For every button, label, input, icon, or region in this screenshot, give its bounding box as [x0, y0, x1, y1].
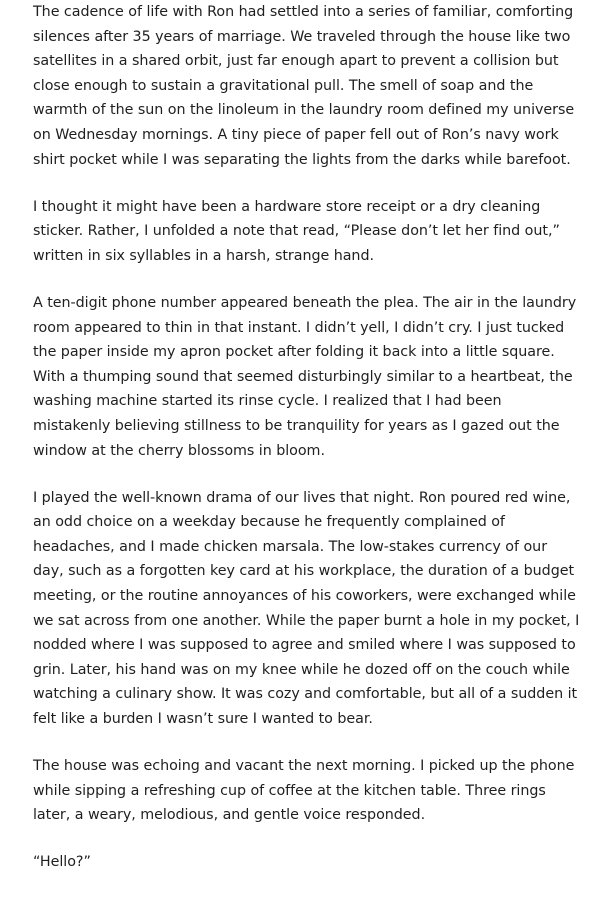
- paragraph-5: The house was echoing and vacant the next morning. I picked up the phone while sipping a refreshing cup of coffee at the kitchen table. Three rings later, a weary, melodious, and gentle voice responded.: [33, 758, 575, 824]
- story-text: [33, 0, 581, 897]
- paragraph-2: I thought it might have been a hardware store receipt or a dry cleaning sticker. Rather, I unfolded a note that read, “Please don’t let her find out,” written in six syllables in a harsh, strange hand.: [33, 198, 560, 264]
- paragraph-4: I played the well-known drama of our lives that night. Ron poured red wine, an odd choice on a weekday because he frequently complained of headaches, and I made chicken marsala. The low-stakes currency of our day, such as a forgotten key card at his workplace, the duration of a budget meeting, or the routine annoyances of his coworkers, were exchanged while we sat across from one another. While the paper burnt a hole in my pocket, I nodded where I was supposed to agree and smiled where I was supposed to grin. Later, his hand was on my knee while he dozed off on the couch while watching a culinary show. It was cozy and comfortable, but all of a sudden it felt like a burden I wasn’t sure I wanted to bear.: [33, 489, 580, 727]
- paragraph-3: A ten-digit phone number appeared beneath the plea. The air in the laundry room appeared to thin in that instant. I didn’t yell, I didn’t cry. I just tucked the paper inside my apron pocket after folding it back into a little square. With a thumping sound that seemed disturbingly similar to a heartbeat, the washing machine started its rinse cycle. I realized that I had been mistakenly believing stillness to be tranquility for years as I gazed out the window at the cherry blossoms in bloom.: [33, 294, 577, 459]
- paragraph-6: “Hello?”: [33, 854, 91, 871]
- paragraph-1: The cadence of life with Ron had settled into a series of familiar, comforting silences after 35 years of marriage. We traveled through the house like two satellites in a shared orbit, just far enough apart to prevent a collision but close enough to sustain a gravitational pull. The smell of soap and the warmth of the sun on the linoleum in the laundry room defined my universe on Wednesday mornings. A tiny piece of paper fell out of Ron’s navy work shirt pocket while I was separating the lights from the darks while barefoot.: [33, 4, 575, 168]
